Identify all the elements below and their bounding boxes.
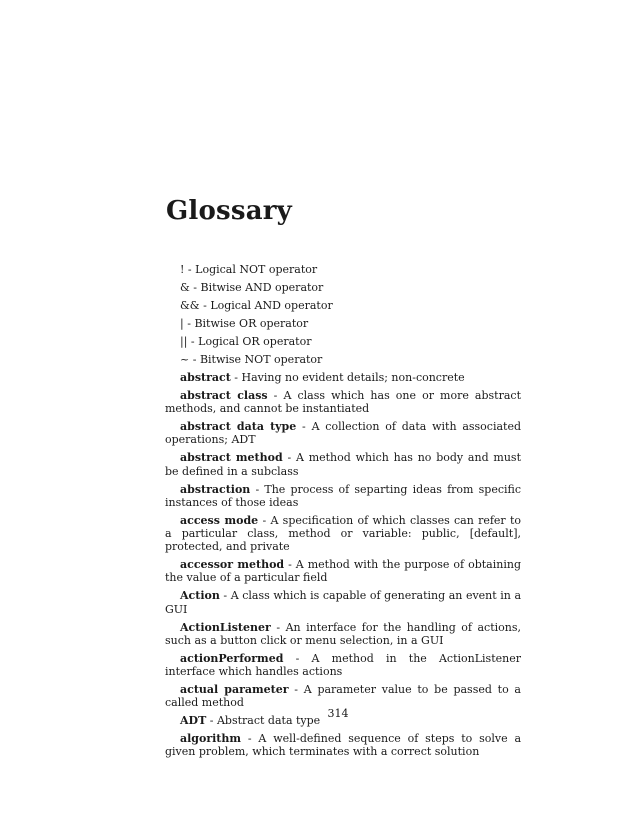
entry-definition: Logical NOT operator [195,263,318,276]
entry-definition: Bitwise AND operator [200,281,324,294]
glossary-entry [165,353,521,366]
entry-separator: - [199,299,211,312]
entry-separator: - [189,353,200,366]
glossary-entry [165,732,521,758]
entry-definition: A well-defined sequence of steps to solve a given problem, which terminates with a correct solution [165,732,522,759]
entry-term: ActionListener [180,620,271,634]
entry-separator: - [189,281,201,294]
glossary-entry [165,317,521,330]
entry-definition: Logical AND operator [210,299,333,312]
glossary-entry [165,514,521,554]
entry-separator: - [206,714,217,728]
entry-separator: - [187,335,199,348]
glossary-entry [165,558,521,584]
entry-term: algorithm [180,732,242,746]
glossary-entry [165,683,521,709]
entry-separator: - [283,651,312,665]
entry-term: actionPerformed [180,651,284,665]
entry-term: & [180,281,190,294]
entry-separator: - [288,683,304,697]
entry-term: ~ [180,353,190,366]
entry-definition: Bitwise NOT operator [199,353,323,366]
entry-definition: Abstract data type [216,714,321,728]
entry-definition: The process of separting ideas from specific instances of those ideas [165,482,521,509]
glossary-entry [165,483,521,509]
entry-definition: A method in the ActionListener interface which handles actions [165,651,521,679]
entry-term: abstract class [180,389,268,402]
glossary-entry [165,263,521,276]
entry-definition: A collection of data with associated operations; ADT [165,420,521,447]
entry-term: || [180,335,188,348]
entry-separator: - [184,263,196,276]
entry-term: | [180,317,184,330]
entry-definition: Bitwise OR operator [194,317,309,330]
entry-definition: A class which is capable of generating an event in a GUI [165,589,521,616]
entry-definition: An interface for the handling of actions, such as a button click or menu selection, in a GUI [165,620,521,647]
entry-separator: - [270,620,286,634]
page-title: Glossary [166,196,292,226]
entry-separator: - [183,317,195,330]
entry-term: abstract [180,371,231,384]
entry-term: abstraction [180,482,251,496]
entry-definition: A class which has one or more abstract methods, and cannot be instantiated [165,389,521,416]
glossary-entry [165,589,521,615]
entry-separator: - [282,451,296,465]
page-number: 314 [327,707,349,720]
glossary-entry [165,621,521,647]
glossary-entry [165,371,521,384]
entry-term: ! [180,263,185,276]
entry-definition: A specification of which classes can refer to a particular class, method or variable: public, [default], protected, and private [165,513,522,554]
entry-definition: Logical OR operator [198,335,312,348]
glossary-entry [165,299,521,312]
entry-term: abstract method [180,451,283,465]
entry-term: abstract data type [180,420,297,434]
entry-separator: - [258,513,271,527]
entry-separator: - [284,558,296,572]
glossary-entry [165,335,521,348]
entry-definition: Having no evident details; non-concrete [241,371,465,384]
entry-term: && [180,299,200,312]
glossary-entry [165,652,521,678]
entry-separator: - [267,389,284,402]
entry-term: actual parameter [180,683,289,697]
entry-term: Action [180,589,220,603]
glossary-list [165,263,521,763]
entry-definition: A method which has no body and must be defined in a subclass [165,451,521,478]
entry-definition: A method with the purpose of obtaining the value of a particular field [165,558,521,585]
glossary-entry [165,451,521,477]
entry-separator: - [230,371,242,384]
glossary-entry [165,389,521,415]
entry-separator: - [296,420,312,434]
entry-separator: - [219,589,231,603]
glossary-entry [165,420,521,446]
entry-term: ADT [180,714,207,728]
entry-term: accessor method [180,558,285,572]
glossary-entry [165,281,521,294]
entry-definition: A parameter value to be passed to a called method [165,683,521,710]
entry-separator: - [250,482,265,496]
entry-separator: - [241,732,259,746]
entry-term: access mode [180,513,259,527]
